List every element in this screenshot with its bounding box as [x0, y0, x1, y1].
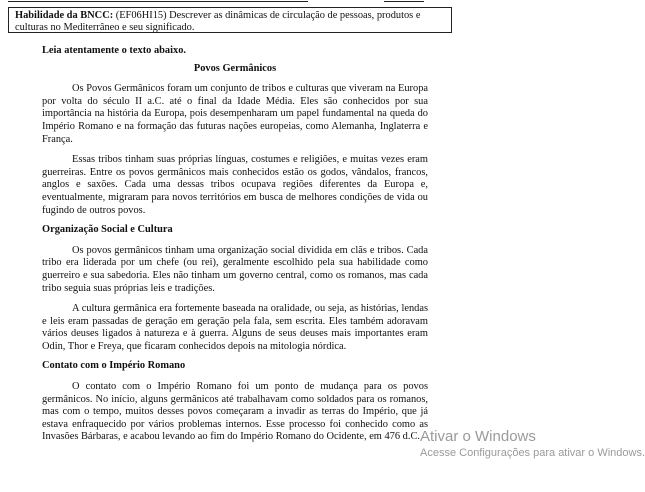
reading-instruction: Leia atentamente o texto abaixo.: [42, 45, 186, 56]
social-paragraph-1: Os povos germânicos tinham uma organização social dividida em clãs e tribos. Cada tribo era liderada por um chefe (ou rei), geralmente escolhido pela sua habilidade como guerreiro e sua sabedoria. Eles não tinham um governo central, como os romanos, mas cada tribo seguia suas próprias leis e tradições.: [42, 244, 428, 294]
rome-paragraph-1: O contato com o Império Romano foi um ponto de mudança para os povos germânicos. No início, alguns germânicos até trabalhavam como soldados para os romanos, mas com o tempo, muitos desses povos começaram a invadir as terras do Império, que já estava enfraquecido por vários problemas internos. Esse processo foi conhecido como as Invasões Bárbaras, e acabou levando ao fim do Império Romano do Ocidente, em 476 d.C.: [42, 381, 428, 443]
intro-paragraph-2: Essas tribos tinham suas próprias línguas, costumes e religiões, e muitas vezes eram guerreiras. Entre os povos germânicos mais conhecidos estão os godos, vândalos, francos, anglos e saxões. Cada uma dessas tribos ocupava regiões diferentes da Europa e, eventualmente, migraram para novos territórios em busca de melhores condições de vida ou fugindo de outros povos.: [42, 154, 428, 216]
bncc-skill-box: [8, 7, 452, 33]
top-rule: [0, 0, 474, 6]
document-body: [42, 45, 428, 452]
bncc-text: (EF06HI15) Descrever as dinâmicas de circulação de pessoas, produtos e culturas no Mediterrâneo e seu significado.: [15, 10, 421, 33]
watermark-line-2: Acesse Configurações para ativar o Windows.: [420, 447, 645, 459]
watermark-line-1: Ativar o Windows: [420, 428, 536, 445]
text-title: Povos Germânicos: [193, 62, 277, 74]
bncc-label: Habilidade da BNCC:: [15, 10, 114, 21]
social-paragraph-2: A cultura germânica era fortemente baseada na oralidade, ou seja, as histórias, lendas e leis eram passadas de geração em geração pela fala, sem escrita. Eles também adoravam vários deuses ligados à natureza e à guerra. Alguns de seus deuses mais importantes eram Odin, Thor e Freya, que ficaram conhecidos depois na mitologia nórdica.: [42, 303, 428, 352]
windows-activation-watermark: [420, 428, 645, 460]
section-heading-social: Organização Social e Cultura: [42, 224, 173, 236]
intro-paragraph-1: Os Povos Germânicos foram um conjunto de tribos e culturas que viveram na Europa por volta do século II a.C. até o final da Idade Média. Eles são conhecidos por sua importância na história da Europa, pois desempenharam um papel fundamental na queda do Império Romano e na formação das futuras nações europeias, como Alemanha, Inglaterra e França.: [42, 83, 428, 145]
section-heading-rome: Contato com o Império Romano: [42, 360, 186, 372]
